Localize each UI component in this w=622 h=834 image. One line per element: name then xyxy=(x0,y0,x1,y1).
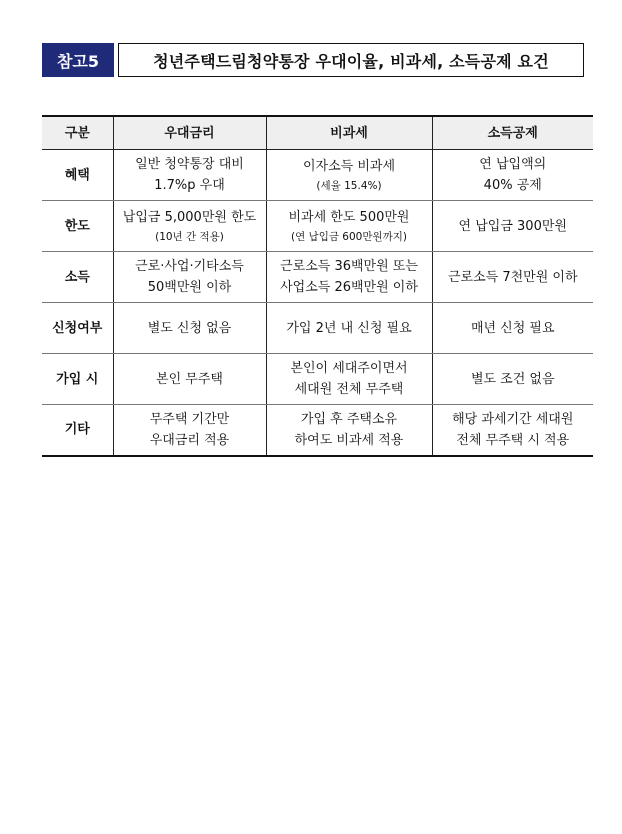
row-label: 소득 xyxy=(42,252,113,303)
cell-text: 가입 후 주택소유 xyxy=(300,411,398,427)
table-cell xyxy=(432,252,593,303)
cell-note: (10년 간 적용) xyxy=(155,230,224,243)
cell-text: 50백만원 이하 xyxy=(147,280,232,295)
cell-text: 연 납입액의 xyxy=(479,157,547,172)
table-row xyxy=(42,201,593,252)
cell-text: 비과세 한도 500만원 xyxy=(288,209,410,225)
table-cell xyxy=(266,252,432,303)
table-cell xyxy=(113,252,266,303)
table-cell xyxy=(113,201,266,252)
table-cell xyxy=(266,405,432,456)
cell-text: 가입 2년 내 신청 필요 xyxy=(286,320,412,336)
table-cell xyxy=(432,150,593,201)
cell-text: 하여도 비과세 적용 xyxy=(294,432,404,448)
table-cell xyxy=(432,201,593,252)
cell-text: 우대금리 적용 xyxy=(149,432,230,448)
cell-text: 본인 무주택 xyxy=(156,371,223,387)
table-row xyxy=(42,354,593,405)
cell-note: (연 납입금 600만원까지) xyxy=(290,230,408,243)
cell-text: 매년 신청 필요 xyxy=(470,320,555,336)
row-label: 혜택 xyxy=(42,150,113,201)
table-cell xyxy=(432,354,593,405)
cell-text: 별도 신청 없음 xyxy=(147,320,232,336)
title-row xyxy=(42,43,584,77)
table-cell xyxy=(266,303,432,354)
cell-text: 근로소득 36백만원 또는 xyxy=(280,259,418,274)
column-header: 구분 xyxy=(42,116,113,150)
column-header: 우대금리 xyxy=(113,116,266,150)
cell-note: (세율 15.4%) xyxy=(316,179,382,192)
row-label: 한도 xyxy=(42,201,113,252)
column-header: 비과세 xyxy=(266,116,432,150)
table-row xyxy=(42,150,593,201)
cell-text: 납입금 5,000만원 한도 xyxy=(122,209,257,225)
table-cell xyxy=(432,405,593,456)
table-cell xyxy=(113,150,266,201)
cell-text: 40% 공제 xyxy=(483,178,542,193)
table-cell xyxy=(266,354,432,405)
table-cell xyxy=(266,201,432,252)
cell-text: 근로·사업·기타소득 xyxy=(135,259,244,274)
table-row xyxy=(42,252,593,303)
reference-badge: 참고5 xyxy=(42,43,114,77)
table-header-row xyxy=(42,116,593,150)
cell-text: 1.7%p 우대 xyxy=(154,178,225,193)
cell-text: 이자소득 비과세 xyxy=(302,158,396,174)
cell-text: 일반 청약통장 대비 xyxy=(135,157,244,172)
table-cell xyxy=(432,303,593,354)
table-row xyxy=(42,405,593,456)
page-title: 청년주택드림청약통장 우대이율, 비과세, 소득공제 요건 xyxy=(118,43,584,77)
row-label: 기타 xyxy=(42,405,113,456)
table-row xyxy=(42,303,593,354)
comparison-table xyxy=(42,115,593,457)
row-label: 신청여부 xyxy=(42,303,113,354)
table-cell xyxy=(113,354,266,405)
cell-text: 근로소득 7천만원 이하 xyxy=(447,269,578,285)
cell-text: 세대원 전체 무주택 xyxy=(294,382,404,397)
cell-text: 본인이 세대주이면서 xyxy=(290,361,408,376)
cell-text: 전체 무주택 시 적용 xyxy=(456,432,570,448)
column-header: 소득공제 xyxy=(432,116,593,150)
row-label: 가입 시 xyxy=(42,354,113,405)
cell-text: 별도 조건 없음 xyxy=(470,371,555,387)
table-cell xyxy=(266,150,432,201)
table-cell xyxy=(113,303,266,354)
cell-text: 무주택 기간만 xyxy=(149,411,230,427)
cell-text: 사업소득 26백만원 이하 xyxy=(280,280,418,295)
cell-text: 해당 과세기간 세대원 xyxy=(452,411,574,427)
table-cell xyxy=(113,405,266,456)
cell-text: 연 납입금 300만원 xyxy=(458,218,567,234)
